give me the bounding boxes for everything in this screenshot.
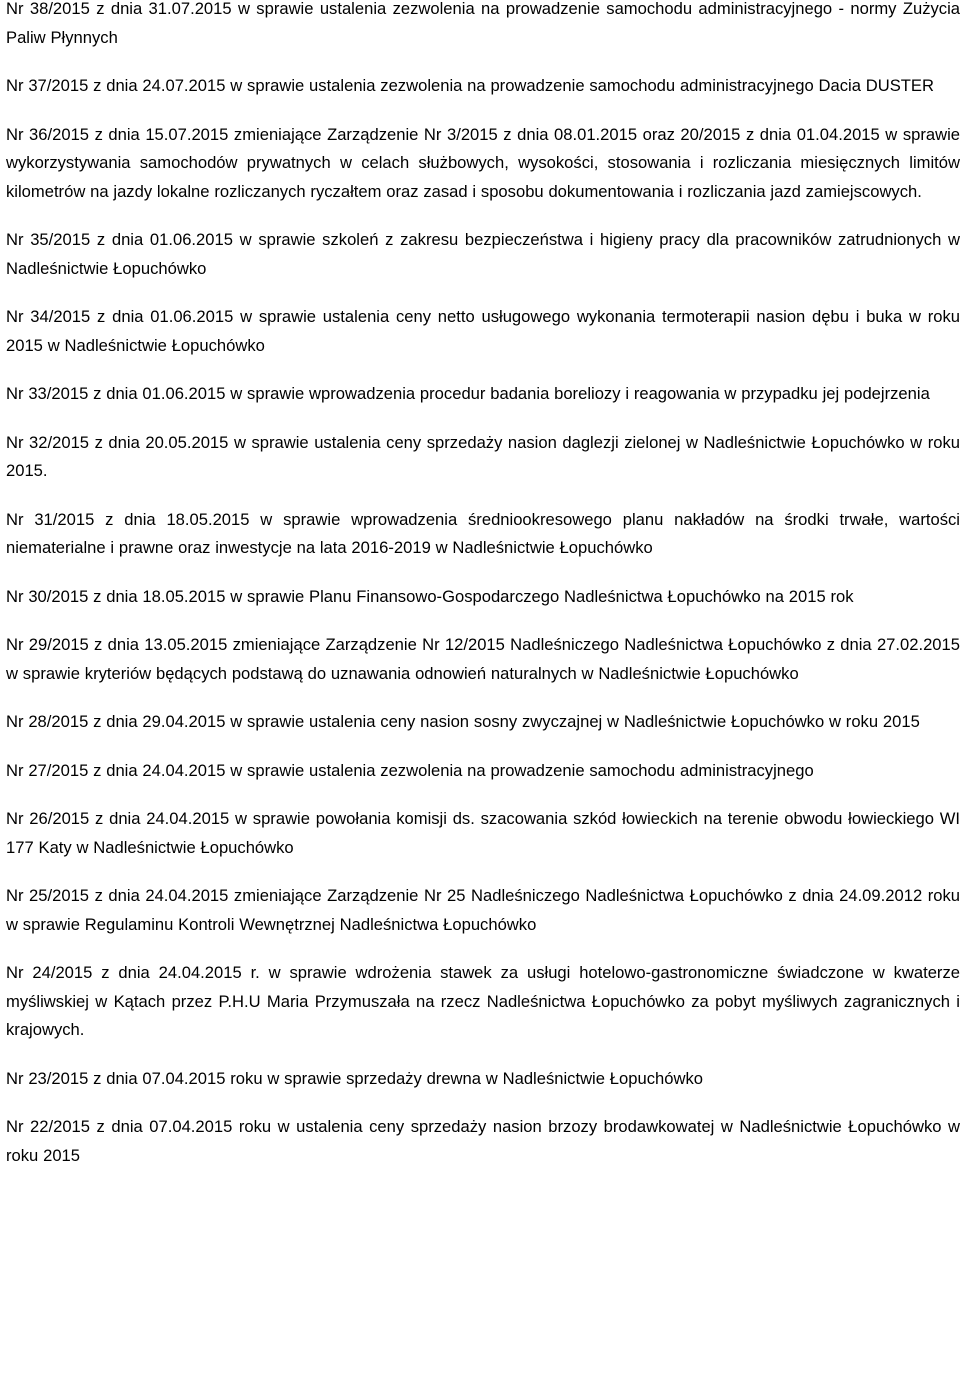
ordinance-entry-31: Nr 31/2015 z dnia 18.05.2015 w sprawie wprowadzenia średniookresowego planu nakładów na środki trwałe, wartości niematerialne i prawne oraz inwestycje na lata 2016-2019 w Nadleśnictwie Łopuchówko: [6, 509, 960, 557]
ordinance-entry-27: Nr 27/2015 z dnia 24.04.2015 w sprawie ustalenia zezwolenia na prowadzenie samochodu administracyjnego: [6, 760, 814, 780]
document-page: [6, 0, 960, 1190]
ordinance-entry-24: Nr 24/2015 z dnia 24.04.2015 r. w sprawie wdrożenia stawek za usługi hotelowo-gastronomiczne świadczone w kwaterze myśliwskiej w Kątach przez P.H.U Maria Przymuszała na rzecz Nadleśnictwa Łopuchówko za pobyt myśliwych zagranicznych i krajowych.: [6, 963, 960, 1039]
ordinance-entry-23: Nr 23/2015 z dnia 07.04.2015 roku w sprawie sprzedaży drewna w Nadleśnictwie Łopuchówko: [6, 1068, 703, 1088]
ordinance-entry-38: Nr 38/2015 z dnia 31.07.2015 w sprawie ustalenia zezwolenia na prowadzenie samochodu administracyjnego - normy Zużycia Paliw Płynnych: [6, 0, 960, 47]
ordinance-entry-36: Nr 36/2015 z dnia 15.07.2015 zmieniające Zarządzenie Nr 3/2015 z dnia 08.01.2015 oraz 20/2015 z dnia 01.04.2015 w sprawie wykorzystywania samochodów prywatnych w celach służbowych, wysokości, stosowania i rozliczania miesięcznych limitów kilometrów na jazdy lokalne rozliczanych ryczałtem oraz zasad i sposobu dokumentowania i rozliczania jazd zamiejscowych.: [6, 124, 960, 201]
ordinance-entry-29: Nr 29/2015 z dnia 13.05.2015 zmieniające Zarządzenie Nr 12/2015 Nadleśniczego Nadleśnictwa Łopuchówko z dnia 27.02.2015 w sprawie kryteriów będących podstawą do uznawania odnowień naturalnych w Nadleśnictwie Łopuchówko: [6, 635, 960, 683]
ordinance-entry-32: Nr 32/2015 z dnia 20.05.2015 w sprawie ustalenia ceny sprzedaży nasion daglezji zielonej w Nadleśnictwie Łopuchówko w roku 2015.: [6, 432, 960, 480]
ordinance-entry-30: Nr 30/2015 z dnia 18.05.2015 w sprawie Planu Finansowo-Gospodarczego Nadleśnictwa Łopuchówko na 2015 rok: [6, 586, 854, 606]
ordinance-entry-37: Nr 37/2015 z dnia 24.07.2015 w sprawie ustalenia zezwolenia na prowadzenie samochodu administracyjnego Dacia DUSTER: [6, 76, 934, 95]
ordinance-entry-34: Nr 34/2015 z dnia 01.06.2015 w sprawie ustalenia ceny netto usługowego wykonania termoterapii nasion dębu i buka w roku 2015 w Nadleśnictwie Łopuchówko: [6, 307, 960, 355]
ordinance-entry-28: Nr 28/2015 z dnia 29.04.2015 w sprawie ustalenia ceny nasion sosny zwyczajnej w Nadleśnictwie Łopuchówko w roku 2015: [6, 712, 920, 731]
ordinance-entry-33: Nr 33/2015 z dnia 01.06.2015 w sprawie wprowadzenia procedur badania boreliozy i reagowania w przypadku jej podejrzenia: [6, 384, 930, 403]
ordinance-entry-25: Nr 25/2015 z dnia 24.04.2015 zmieniające Zarządzenie Nr 25 Nadleśniczego Nadleśnictwa Łopuchówko z dnia 24.09.2012 roku w sprawie Regulaminu Kontroli Wewnętrznej Nadleśnictwa Łopuchówko: [6, 886, 960, 934]
ordinance-entry-22: Nr 22/2015 z dnia 07.04.2015 roku w ustalenia ceny sprzedaży nasion brzozy brodawkowatej w Nadleśnictwie Łopuchówko w roku 2015: [6, 1117, 960, 1165]
ordinance-entry-35: Nr 35/2015 z dnia 01.06.2015 w sprawie szkoleń z zakresu bezpieczeństwa i higieny pracy dla pracowników zatrudnionych w Nadleśnictwie Łopuchówko: [6, 230, 960, 278]
ordinance-entry-26: Nr 26/2015 z dnia 24.04.2015 w sprawie powołania komisji ds. szacowania szkód łowieckich na terenie obwodu łowieckiego WI 177 Katy w Nadleśnictwie Łopuchówko: [6, 809, 960, 857]
